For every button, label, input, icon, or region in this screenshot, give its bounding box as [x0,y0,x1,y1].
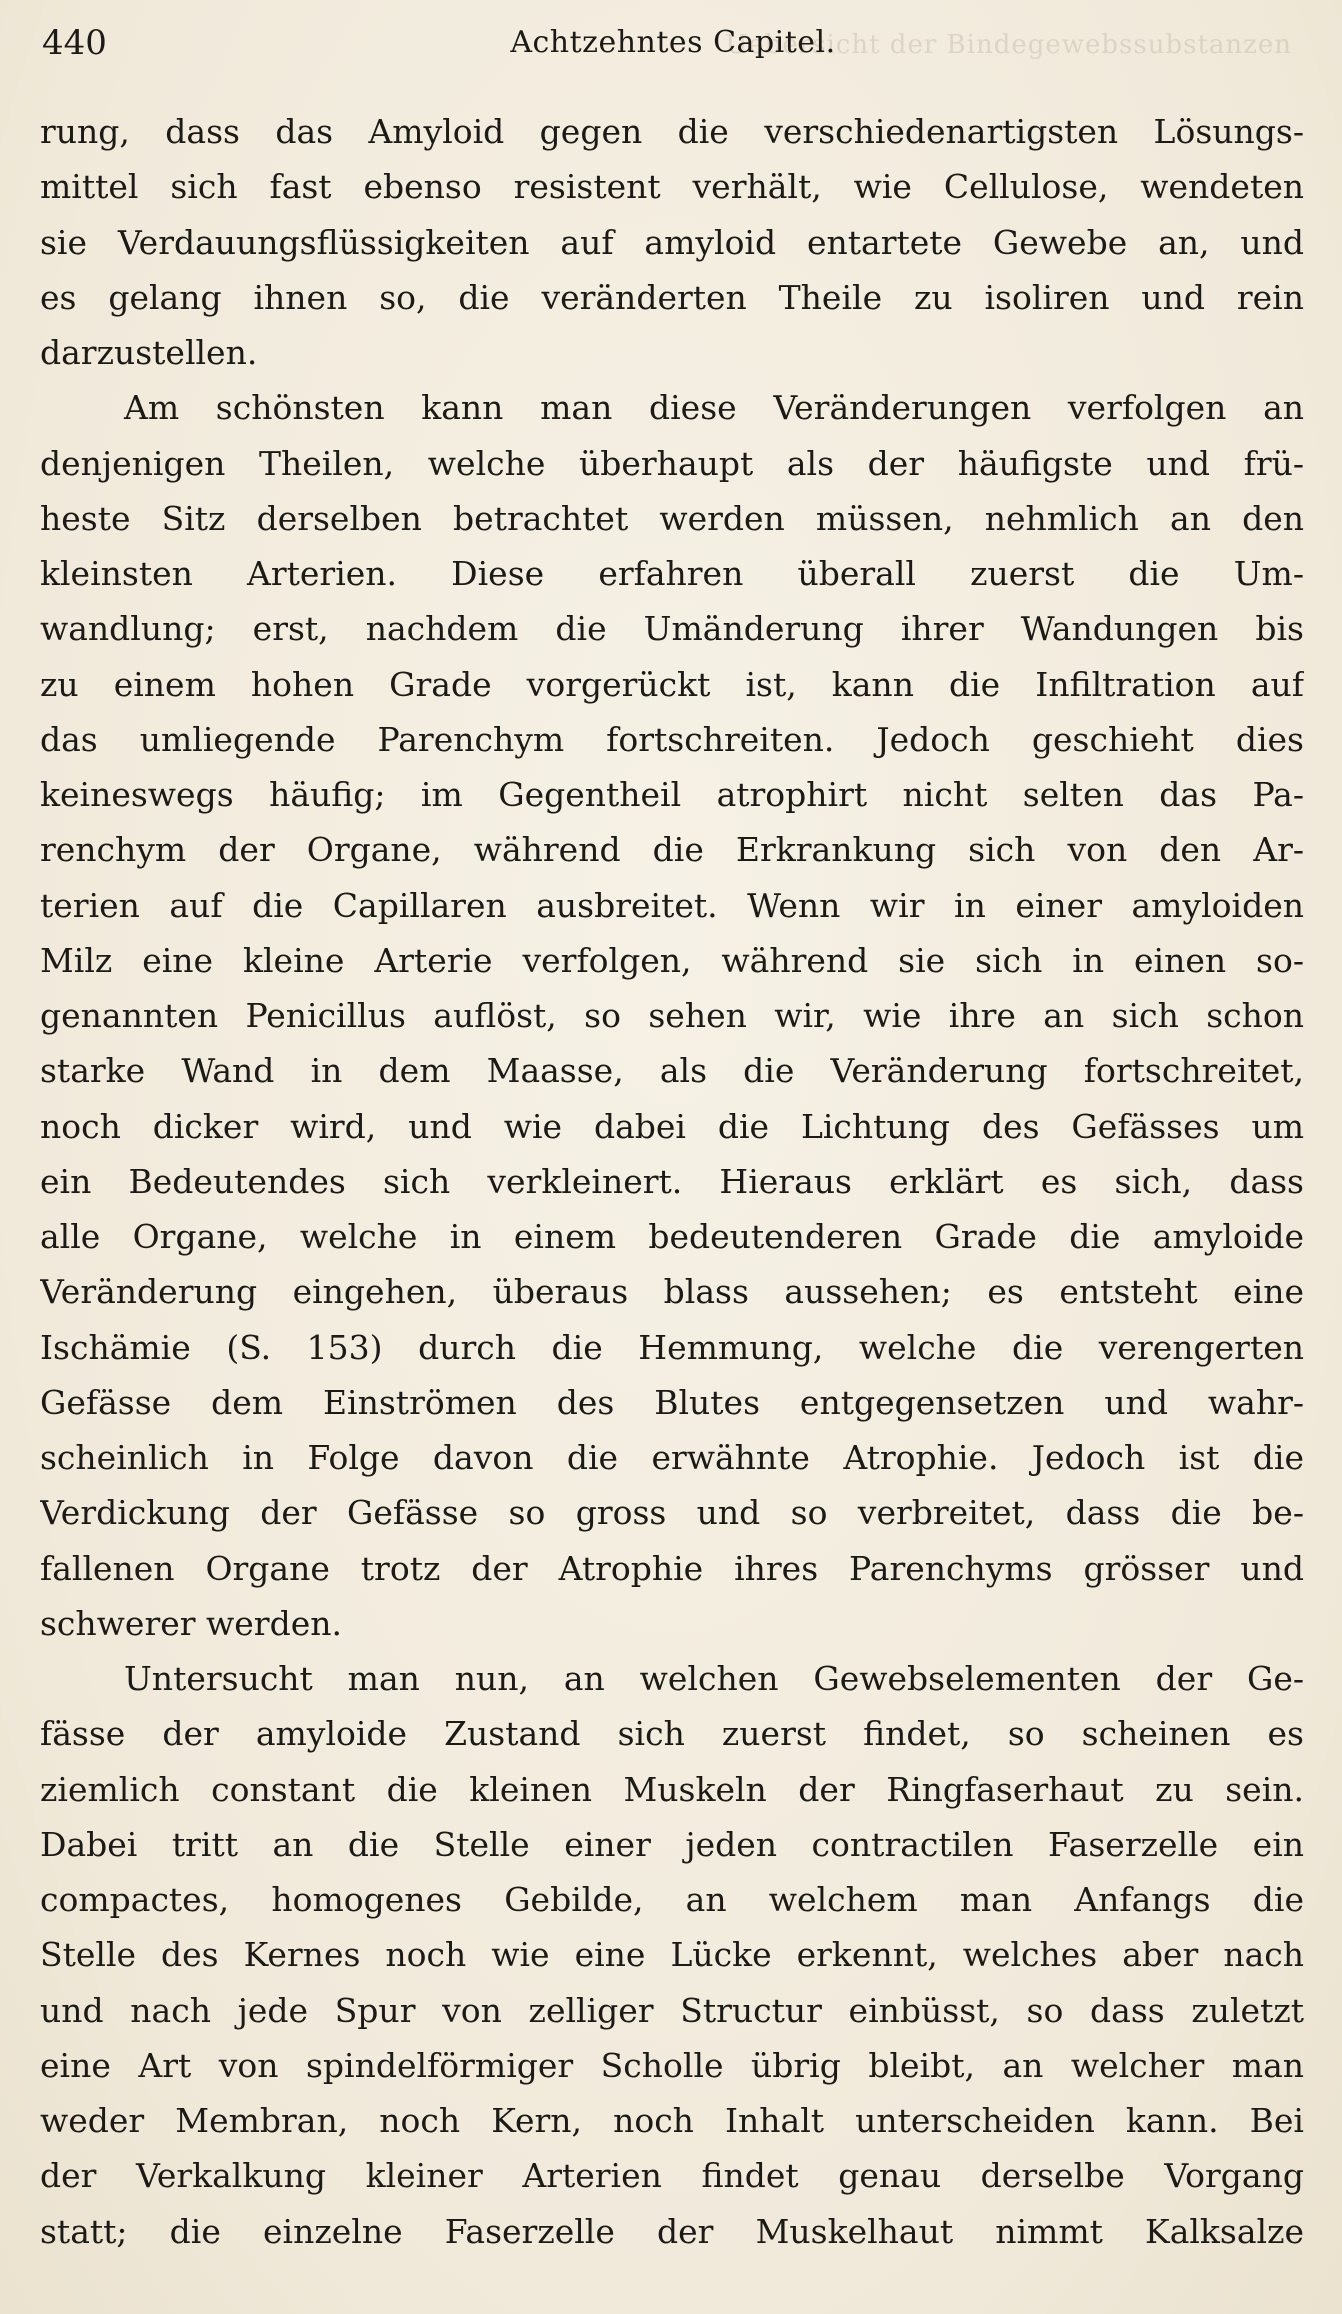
text-line: zu einem hohen Grade vorgerückt ist, kann die Infiltration auf [40,664,1304,704]
text-line: und nach jede Spur von zelliger Structur einbüsst, so dass zuletzt [40,1990,1304,2030]
text-line: statt; die einzelne Faserzelle der Muskelhaut nimmt Kalksalze [40,2211,1304,2251]
text-line: Am schönsten kann man diese Veränderungen verfolgen an [124,388,1304,428]
text-line: mittel sich fast ebenso resistent verhält, wie Cellulose, wendeten [40,167,1304,207]
text-line: Dabei tritt an die Stelle einer jeden contractilen Faserzelle ein [40,1824,1304,1864]
text-line: denjenigen Theilen, welche überhaupt als der häufigste und frü- [40,443,1304,483]
text-line: es gelang ihnen so, die veränderten Theile zu isoliren und rein [40,277,1304,317]
text-line: terien auf die Capillaren ausbreitet. Wenn wir in einer amyloiden [40,885,1304,925]
text-line: Veränderung eingehen, überaus blass aussehen; es entsteht eine [40,1272,1304,1312]
body-text [40,104,1304,2259]
text-line: sie Verdauungsflüssigkeiten auf amyloid entartete Gewebe an, und [40,222,1304,262]
page-header [42,18,1304,68]
text-line: Untersucht man nun, an welchen Gewebselementen der Ge- [124,1659,1304,1698]
text-line: heste Sitz derselben betrachtet werden müssen, nehmlich an den [40,498,1304,538]
text-line: der Verkalkung kleiner Arterien findet genau derselbe Vorgang [40,2156,1304,2196]
text-line: fallenen Organe trotz der Atrophie ihres Parenchyms grösser und [40,1548,1304,1588]
text-line: fässe der amyloide Zustand sich zuerst findet, so scheinen es [40,1714,1304,1754]
text-line: Ischämie (S. 153) durch die Hemmung, welche die verengerten [40,1327,1304,1367]
text-line: Stelle des Kernes noch wie eine Lücke erkennt, welches aber nach [40,1935,1304,1975]
text-line: renchym der Organe, während die Erkrankung sich von den Ar- [40,830,1304,870]
text-line: ein Bedeutendes sich verkleinert. Hieraus erklärt es sich, dass [40,1161,1304,1201]
text-line: schwerer werden. [40,1603,342,1643]
text-line: Verdickung der Gefässe so gross und so verbreitet, dass die be- [40,1493,1304,1533]
text-line: genannten Penicillus auflöst, so sehen wir, wie ihre an sich schon [40,996,1304,1035]
running-head: Achtzehntes Capitel. [510,25,836,60]
text-line: compactes, homogenes Gebilde, an welchem man Anfangs die [40,1880,1304,1919]
text-line: Milz eine kleine Arterie verfolgen, während sie sich in einen so- [40,940,1304,980]
text-line: noch dicker wird, und wie dabei die Lichtung des Gefässes um [40,1106,1304,1146]
text-line: ziemlich constant die kleinen Muskeln der Ringfaserhaut zu sein. [40,1769,1304,1809]
text-line: wandlung; erst, nachdem die Umänderung ihrer Wandungen bis [40,609,1304,649]
text-line: keineswegs häufig; im Gegentheil atrophirt nicht selten das Pa- [40,775,1304,814]
bleed-through-text: Uebersicht der Bindegewebssubstanzen [725,30,1292,60]
page-number: 440 [42,23,107,63]
text-line: darzustellen. [40,333,258,372]
text-line: starke Wand in dem Maasse, als die Veränderung fortschreitet, [40,1051,1304,1091]
text-line: rung, dass das Amyloid gegen die verschiedenartigsten Lösungs- [40,112,1304,151]
text-line: alle Organe, welche in einem bedeutenderen Grade die amyloide [40,1217,1304,1256]
text-line: Gefässe dem Einströmen des Blutes entgegensetzen und wahr- [40,1382,1304,1422]
text-line: weder Membran, noch Kern, noch Inhalt unterscheiden kann. Bei [40,2101,1304,2140]
text-line: kleinsten Arterien. Diese erfahren überall zuerst die Um- [40,554,1304,593]
text-line: das umliegende Parenchym fortschreiten. Jedoch geschieht dies [40,719,1304,759]
text-line: eine Art von spindelförmiger Scholle übrig bleibt, an welcher man [40,2045,1304,2085]
text-line: scheinlich in Folge davon die erwähnte Atrophie. Jedoch ist die [40,1438,1304,1477]
